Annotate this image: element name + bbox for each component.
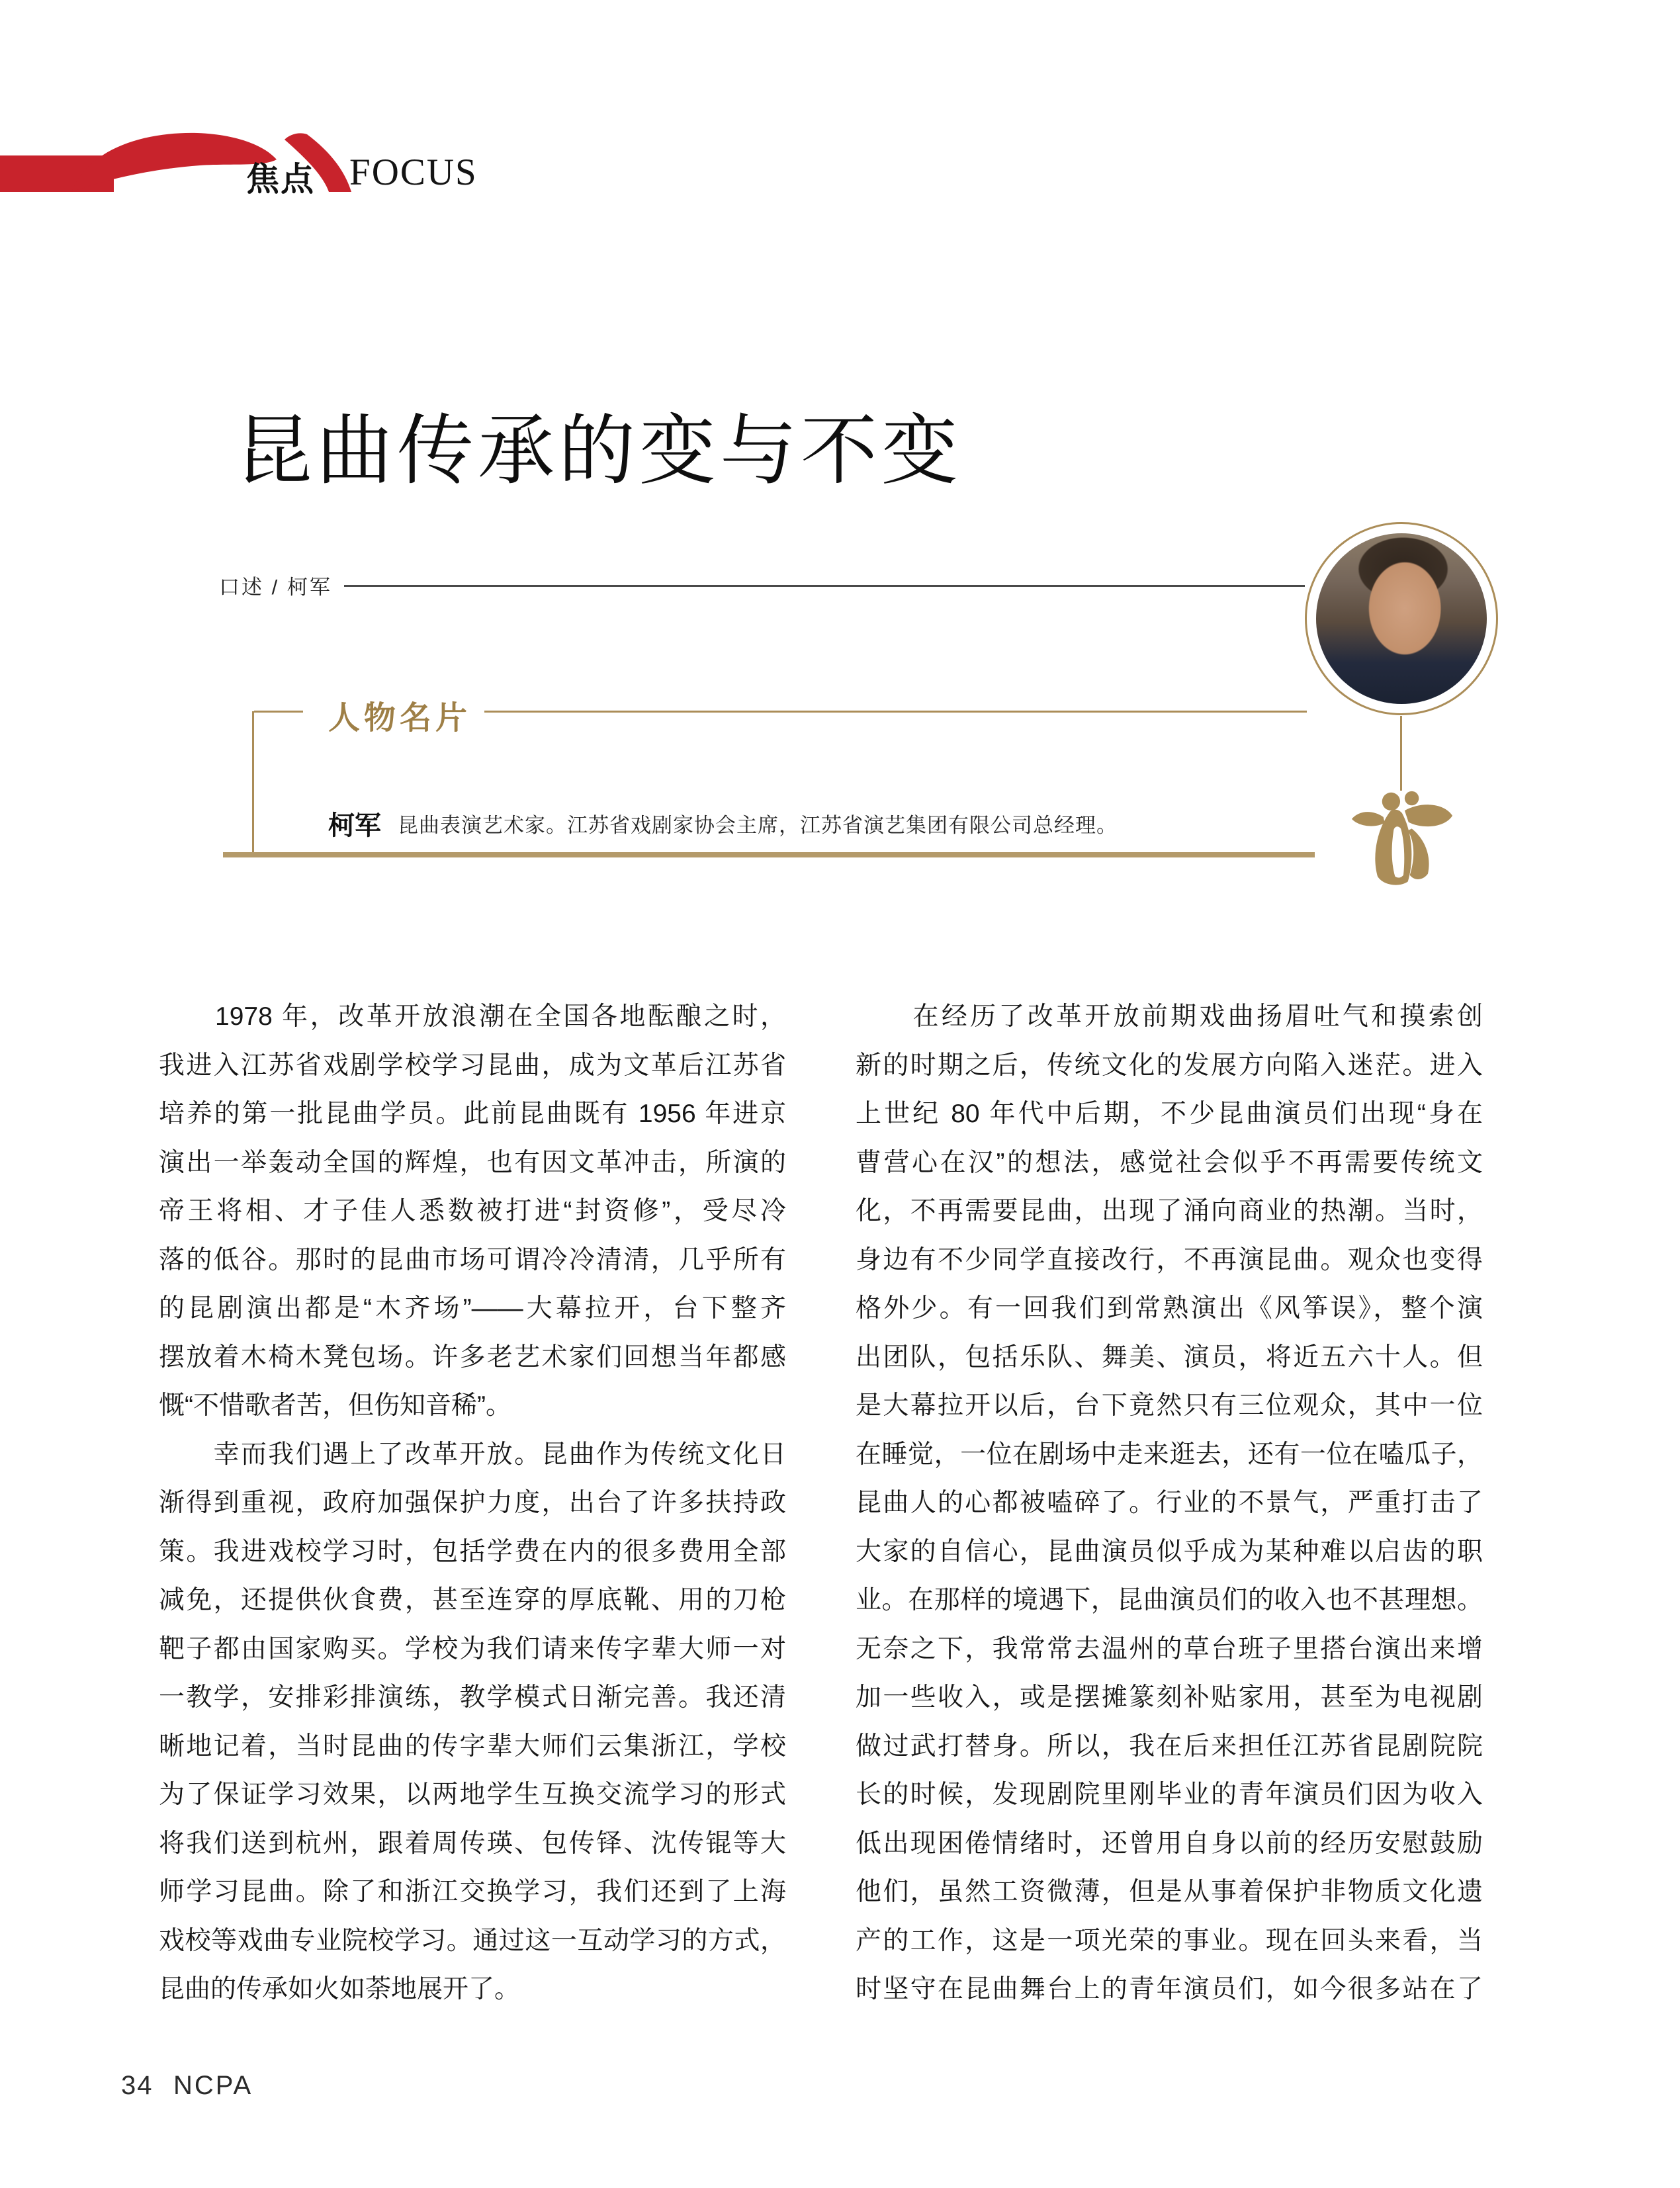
profile-card-heading: 人物名片 <box>328 701 472 736</box>
body-text-line: 大家的自信心，昆曲演员似乎成为某种难以启齿的职 <box>856 1537 1483 1566</box>
portrait-connector-line <box>1400 716 1402 791</box>
body-text-line: 曹营心在汉”的想法，感觉社会似乎不再需要传统文 <box>856 1148 1483 1177</box>
body-text-line: 我进入江苏省戏剧学校学习昆曲，成为文革后江苏省 <box>159 1051 786 1080</box>
profile-description: 昆曲表演艺术家。江苏省戏剧家协会主席，江苏省演艺集团有限公司总经理。 <box>398 814 1118 837</box>
body-text-line: 幸而我们遇上了改革开放。昆曲作为传统文化日 <box>159 1440 786 1469</box>
portrait-photo-avatar <box>1316 533 1487 704</box>
body-text-line: 化，不再需要昆曲，出现了涌向商业的热潮。当时， <box>856 1197 1483 1225</box>
body-text-line: 出团队，包括乐队、舞美、演员，将近五六十人。但 <box>856 1342 1483 1372</box>
body-text-line: 的昆剧演出都是“木齐场”——大幕拉开，台下整齐 <box>159 1294 786 1323</box>
body-text-line: 慨“不惜歌者苦，但伤知音稀”。 <box>159 1391 511 1420</box>
body-text-line: 靶子都由国家购买。学校为我们请来传字辈大师一对 <box>159 1634 786 1663</box>
body-text-line: 低出现困倦情绪时，还曾用自身以前的经历安慰鼓励 <box>856 1829 1483 1858</box>
body-text-line: 长的时候，发现剧院里刚毕业的青年演员们因为收入 <box>856 1780 1483 1809</box>
body-text-line: 落的低谷。那时的昆曲市场可谓冷冷清清，几乎所有 <box>159 1245 786 1274</box>
body-text-line: 渐得到重视，政府加强保护力度，出台了许多扶持政 <box>159 1489 786 1517</box>
body-text-line: 晰地记着，当时昆曲的传字辈大师们云集浙江，学校 <box>159 1731 786 1761</box>
card-top-border-right <box>484 711 1307 713</box>
page-number: 34 <box>121 2071 154 2100</box>
body-text-line: 时坚守在昆曲舞台上的青年演员们，如今很多站在了 <box>856 1975 1483 2003</box>
focus-banner-swoosh-icon <box>0 129 371 195</box>
body-column-right <box>856 992 1483 2014</box>
body-text-line: 产的工作，这是一项光荣的事业。现在回头来看，当 <box>856 1926 1483 1955</box>
brand-ncpa: NCPA <box>173 2071 253 2100</box>
body-text-line: 减免，还提供伙食费，甚至连穿的厚底靴、用的刀枪 <box>159 1586 786 1614</box>
opera-figures-logo-icon <box>1350 789 1453 889</box>
body-text-line: 为了保证学习效果，以两地学生互换交流学习的形式 <box>159 1780 786 1809</box>
body-text-line: 在睡觉，一位在剧场中走来逛去，还有一位在嗑瓜子， <box>856 1440 1483 1469</box>
body-text-line: 格外少。有一回我们到常熟演出《风筝误》，整个演 <box>856 1294 1483 1323</box>
article-title: 昆曲传承的变与不变 <box>236 410 962 494</box>
body-column-left <box>159 992 786 2014</box>
body-text-line: 新的时期之后，传统文化的发展方向陷入迷茫。进入 <box>856 1051 1483 1080</box>
body-text-line: 昆曲的传承如火如荼地展开了。 <box>159 1975 521 2003</box>
section-label-cn: 焦点 <box>246 161 315 198</box>
body-text-line: 一教学，安排彩排演练，教学模式日渐完善。我还清 <box>159 1683 786 1712</box>
body-text-line: 做过武打替身。所以，我在后来担任江苏省昆剧院院 <box>856 1731 1483 1761</box>
body-text-line: 戏校等戏曲专业院校学习。通过这一互动学习的方式， <box>159 1926 786 1955</box>
card-top-border-left <box>254 711 303 713</box>
byline-rule <box>344 585 1305 587</box>
body-text-line: 上世纪 80 年代中后期，不少昆曲演员们出现“身在 <box>856 1100 1483 1128</box>
body-text-line: 身边有不少同学直接改行，不再演昆曲。观众也变得 <box>856 1245 1483 1274</box>
body-text-line: 是大幕拉开以后，台下竟然只有三位观众，其中一位 <box>856 1391 1483 1420</box>
body-text-line: 在经历了改革开放前期戏曲扬眉吐气和摸索创 <box>856 1002 1483 1031</box>
card-left-border <box>252 711 254 853</box>
body-text-line: 他们，虽然工资微薄，但是从事着保护非物质文化遗 <box>856 1878 1483 1906</box>
body-text-line: 1978 年，改革开放浪潮在全国各地酝酿之时， <box>159 1002 786 1031</box>
body-text-line: 培养的第一批昆曲学员。此前昆曲既有 1956 年进京 <box>159 1100 786 1128</box>
body-text-line: 加一些收入，或是摆摊篆刻补贴家用，甚至为电视剧 <box>856 1683 1483 1712</box>
body-text-line: 帝王将相、才子佳人悉数被打进“封资修”，受尽冷 <box>159 1197 786 1225</box>
body-text-line: 摆放着木椅木凳包场。许多老艺术家们回想当年都感 <box>159 1342 786 1372</box>
body-text-line: 师学习昆曲。除了和浙江交换学习，我们还到了上海 <box>159 1878 786 1906</box>
profile-name: 柯军 <box>328 811 381 840</box>
body-text-line: 将我们送到杭州，跟着周传瑛、包传铎、沈传锟等大 <box>159 1829 786 1858</box>
section-label-en: FOCUS <box>349 152 478 193</box>
card-bottom-border <box>223 852 1315 857</box>
body-text-line: 无奈之下，我常常去温州的草台班子里搭台演出来增 <box>856 1634 1483 1663</box>
body-text-line: 昆曲人的心都被嗑碎了。行业的不景气，严重打击了 <box>856 1489 1483 1517</box>
byline: 口述 / 柯军 <box>219 576 332 599</box>
body-text-line: 策。我进戏校学习时，包括学费在内的很多费用全部 <box>159 1537 786 1566</box>
body-text-line: 演出一举轰动全国的辉煌，也有因文革冲击，所演的 <box>159 1148 786 1177</box>
body-text-line: 业。在那样的境遇下，昆曲演员们的收入也不甚理想。 <box>856 1586 1483 1614</box>
